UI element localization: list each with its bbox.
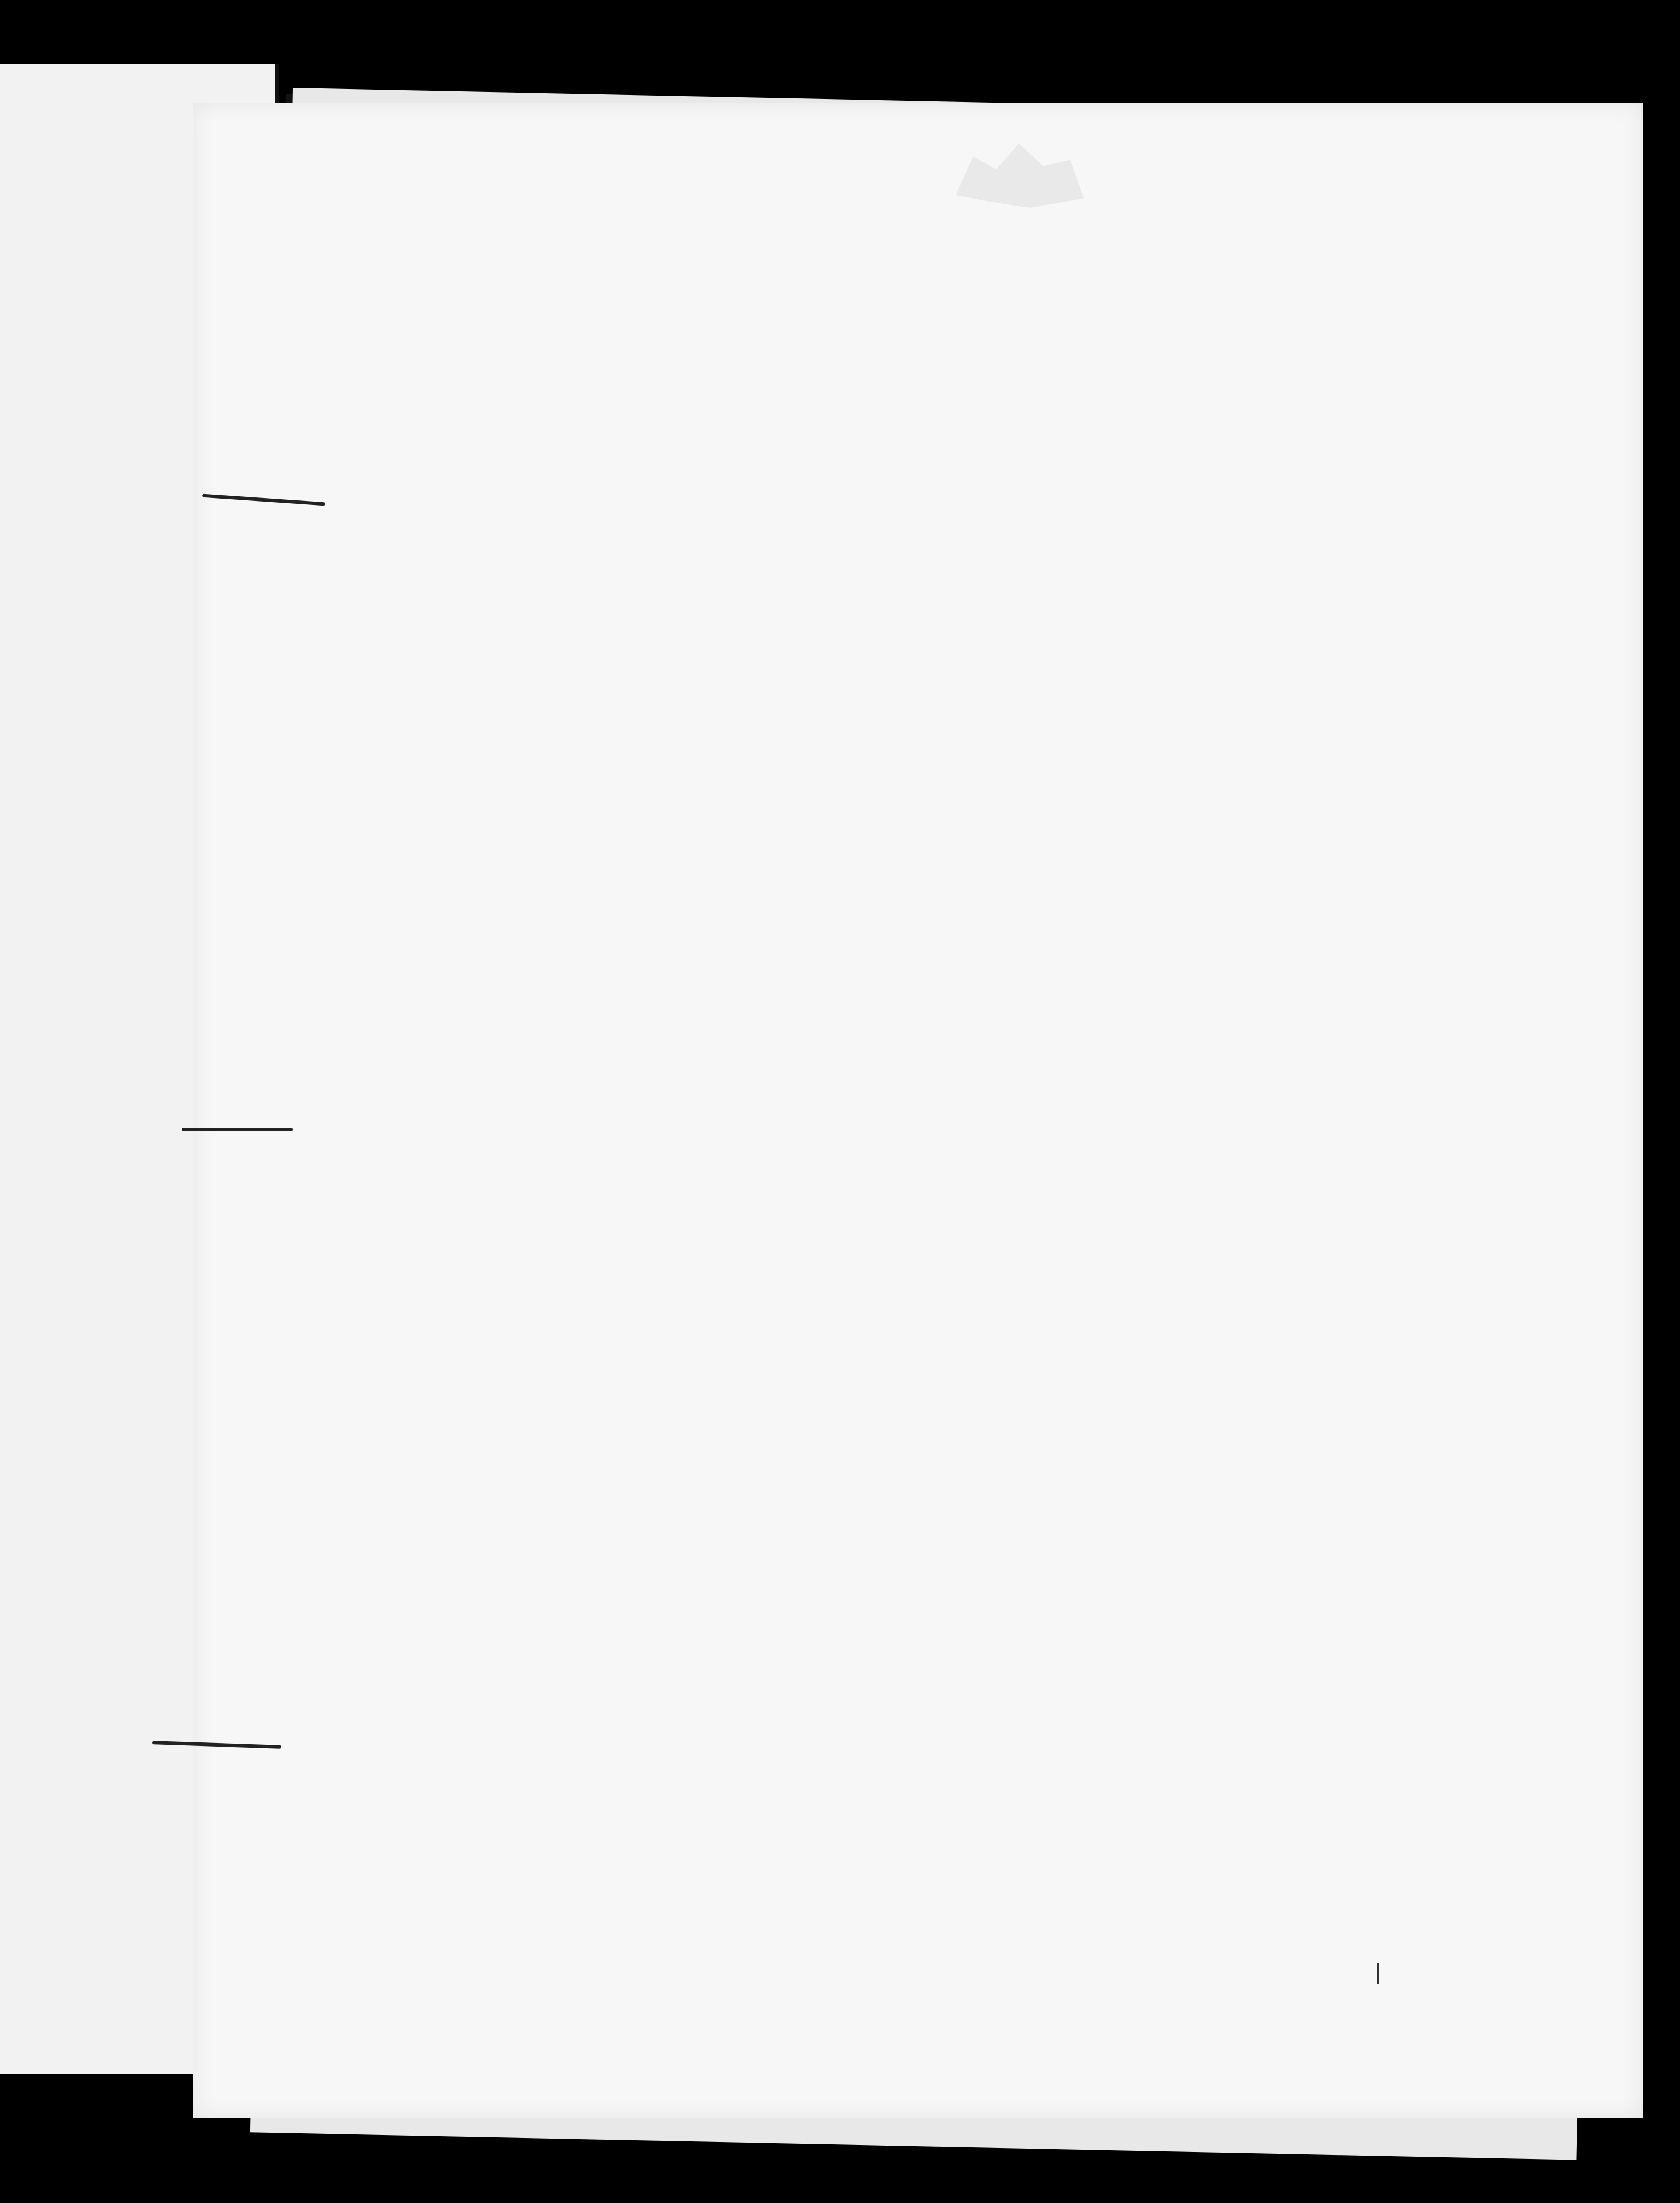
margin-mark [1377, 1963, 1379, 1984]
right-page [193, 103, 1643, 2118]
binding-mark [182, 1128, 293, 1131]
torn-paper-fragment [949, 144, 1084, 208]
document-body [460, 428, 1453, 458]
